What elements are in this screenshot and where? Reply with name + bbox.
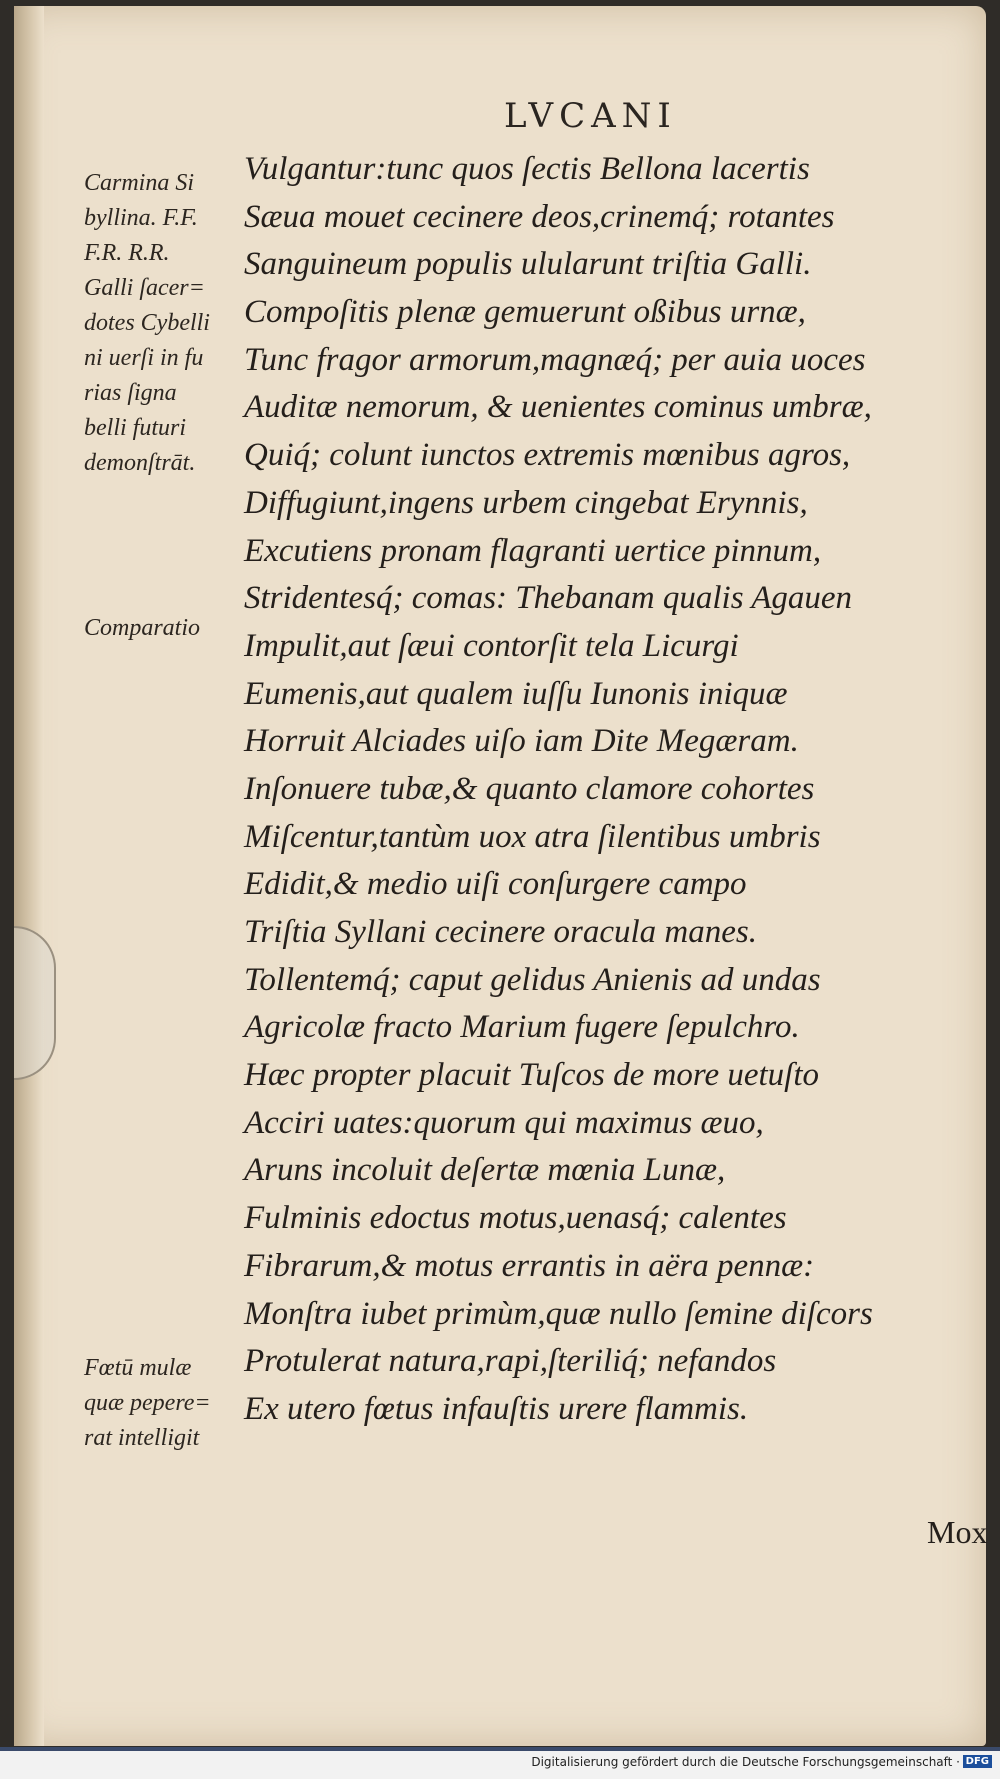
margin-line: byllina. F.F. [84,205,198,231]
verse-line: Triſtia Syllani cecinere oracula manes. [244,914,757,950]
margin-line: Fœtū mulæ [84,1355,192,1381]
verse-line: Compoſitis plenæ gemuerunt oßibus urnæ, [244,294,806,331]
page-gutter [14,6,44,1746]
verse-line: Monſtra iubet primùm,quæ nullo ſemine diſcors [244,1295,873,1332]
catchword: Mox [927,1514,988,1550]
verse-line: Fibrarum,& motus errantis in aëra pennæ: [244,1247,815,1284]
margin-line: belli futuri [84,415,186,441]
footer-credit: Digitalisierung gefördert durch die Deutsche Forschungsgemeinschaft · [531,1755,960,1769]
verse-line: Auditæ nemorum, & uenientes cominus umbræ, [244,389,872,426]
verse-line: Horruit Alciades uiſo iam Dite Megæram. [244,723,799,760]
verse-line: Edidit,& medio uiſi conſurgere campo [244,866,747,903]
verse-line: Inſonuere tubæ,& quanto clamore cohortes [244,770,815,807]
verse-line: Vulgantur:tunc quos ſectis Bellona lacertis [244,151,810,187]
margin-line: rias ſigna [84,380,177,406]
verse-line: Ex utero fœtus infauſtis urere flammis. [244,1390,749,1427]
margin-line: quæ pepere= [84,1390,211,1416]
margin-line: rat intelligit [84,1425,200,1451]
margin-line: Carmina Si [84,170,195,196]
verse-line: Hæc propter placuit Tuſcos de more uetuſto [244,1057,820,1094]
verse-line: Acciri uates:quorum qui maximus æuo, [244,1104,764,1141]
verse-text [244,146,984,1434]
dfg-logo: DFG [963,1755,992,1768]
margin-note-sibyl [84,166,254,481]
verse-line: Quiq́; colunt iunctos extremis mœnibus agros, [244,437,851,474]
margin-line: Galli ſacer= [84,275,205,301]
margin-line: dotes Cybelli [84,310,210,336]
margin-line: ni uerſi in fu [84,345,204,371]
margin-note-foetus [84,1351,254,1456]
book-page [14,6,986,1746]
verse-line: Fulminis edoctus motus,uenasq́; calentes [244,1200,787,1237]
verse-line: Impulit,aut ſæui contorſit tela Licurgi [244,627,739,664]
verse-line: Excutiens pronam flagranti uertice pinnum, [244,532,822,569]
verse-line: Sanguineum populis ulularunt triſtia Galli. [244,246,812,283]
running-header: LVCANI [504,96,677,136]
verse-line: Diffugiunt,ingens urbem cingebat Erynnis, [244,484,808,521]
verse-line: Sæua mouet cecinere deos,crinemq́; rotantes [244,198,835,235]
verse-line: Tunc fragor armorum,magnæq́; per auia uoces [244,341,866,378]
verse-line: Eumenis,aut qualem iuſſu Iunonis iniquæ [244,675,788,712]
verse-line: Miſcentur,tantùm uox atra ſilentibus umbris [244,818,821,855]
margin-note-comparatio: Comparatio [84,615,201,641]
verse-line: Aruns incoluit deſertæ mœnia Lunæ, [244,1152,726,1189]
margin-line: demonſtrāt. [84,450,196,476]
verse-line: Tollentemq́; caput gelidus Anienis ad undas [244,961,821,998]
page-clip [14,926,56,1080]
verse-line: Stridentesq́; comas: Thebanam qualis Agauen [244,580,853,617]
verse-line: Agricolæ fracto Marium fugere ſepulchro. [244,1009,800,1046]
margin-line: F.R. R.R. [84,240,170,266]
footer-bar [0,1747,1000,1779]
verse-line: Protulerat natura,rapi,ſteriliq́; nefandos [244,1343,777,1380]
